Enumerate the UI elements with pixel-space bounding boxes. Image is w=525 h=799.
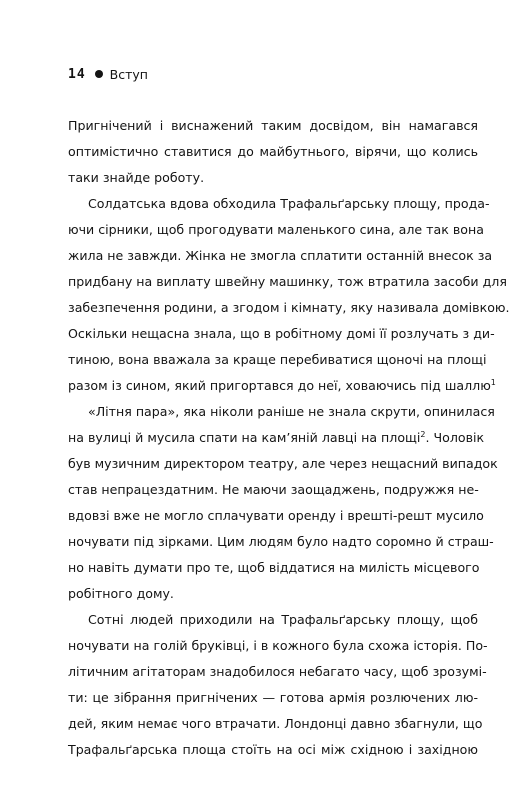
text-line: Солдатська вдова обходила Трафальґарську площу, прода-: [88, 196, 490, 211]
bullet-dot-icon: [95, 70, 103, 78]
paragraph: [68, 607, 488, 763]
text-line: робітного дому.: [68, 586, 174, 601]
text-line: ючи сірники, щоб прогодувати маленького сина, але так вона: [68, 222, 484, 237]
running-head: [68, 64, 148, 84]
text-line: оптимістично ставитися до майбутнього, вірячи, що колись: [68, 144, 478, 159]
section-title: Вступ: [109, 66, 148, 82]
text-line-body: . Чоловік: [425, 430, 485, 445]
text-line: ночувати на голій бруківці, і в кожного була схожа історія. По-: [68, 638, 488, 653]
text-line: [68, 373, 496, 399]
text-line-body: разом із сином, який пригортався до неї, ховаючись під шаллю: [68, 378, 491, 393]
text-line: літичним агітаторам знадобилося небагато часу, щоб зрозумі-: [68, 664, 487, 679]
text-line: [68, 425, 485, 451]
text-line-body: на вулиці й мусила спати на кам’яній лавці на площі: [68, 430, 421, 445]
text-line: забезпечення родини, а згодом і кімнату, яку називала домівкою.: [68, 300, 510, 315]
text-line: був музичним директором театру, але через нещасний випадок: [68, 456, 498, 471]
footnote-ref: 2: [420, 430, 426, 439]
page-number: 14: [68, 66, 86, 82]
text-line: Пригнічений і виснажений таким досвідом, він намагався: [68, 118, 478, 133]
paragraph: [68, 113, 478, 191]
paragraph: [68, 399, 498, 607]
text-line: вдовзі вже не могло сплачувати оренду і врешті-решт мусило: [68, 508, 484, 523]
text-line: но навіть думати про те, щоб віддатися на милість місцевого: [68, 560, 480, 575]
paragraph: [68, 191, 510, 399]
text-line: тиною, вона вважала за краще перебиватися щоночі на площі: [68, 352, 487, 367]
footnote-ref: 1: [490, 378, 496, 387]
text-line: жила не завжди. Жінка не змогла сплатити останній внесок за: [68, 248, 493, 263]
text-line: Трафальґарська площа стоїть на осі між східною і західною: [68, 742, 478, 757]
text-line: таки знайде роботу.: [68, 170, 205, 185]
text-line: ти: це зібрання пригнічених — готова армія розлючених лю-: [68, 690, 478, 705]
body-text: [68, 113, 510, 763]
text-line: «Літня пара», яка ніколи раніше не знала скрути, опинилася: [88, 404, 495, 419]
text-line: став непрацездатним. Не маючи заощаджень, подружжя не-: [68, 482, 479, 497]
text-line: придбану на виплату швейну машинку, тож втратила засоби для: [68, 274, 507, 289]
text-line: Сотні людей приходили на Трафальґарську площу, щоб: [88, 612, 478, 627]
text-line: ночувати під зірками. Цим людям було надто соромно й страш-: [68, 534, 494, 549]
text-line: дей, яким немає чого втрачати. Лондонці давно збагнули, що: [68, 716, 483, 731]
text-line: Оскільки нещасна знала, що в робітному домі її розлучать з ди-: [68, 326, 495, 341]
